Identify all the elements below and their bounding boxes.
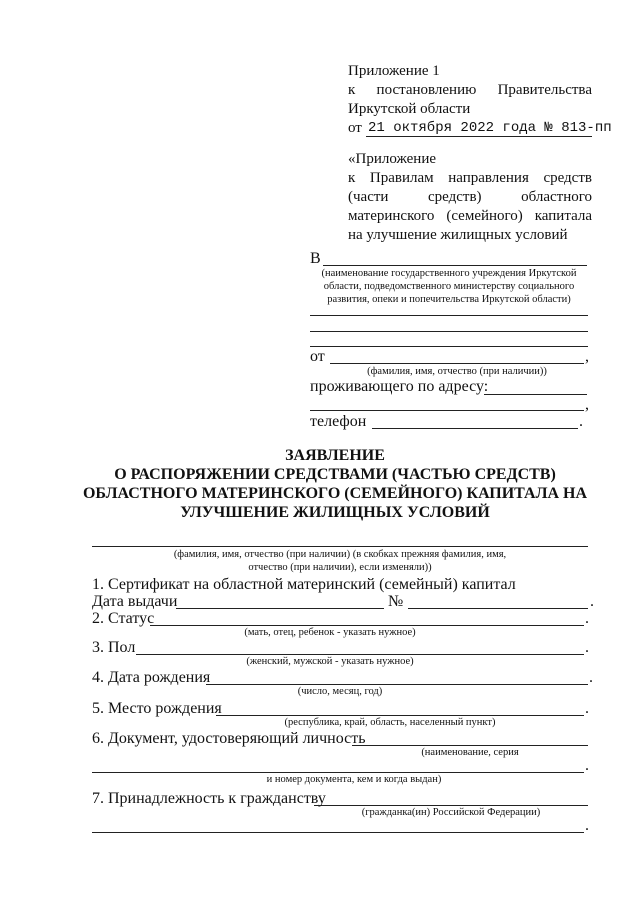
rules-line-4: на улучшение жилищных условий [348,227,568,243]
address-line-2[interactable] [310,410,584,411]
id-document-hint-2: и номер документа, кем и когда выдан) [266,774,442,785]
issue-date-line[interactable] [176,608,384,609]
title-line: ЗАЯВЛЕНИЕ [285,447,385,464]
decree-word: Правительства [497,82,592,98]
decree-line [348,81,592,100]
birth-date-hint: (число, месяц, год) [297,686,383,697]
appendix-open: «Приложение [348,151,437,167]
applicant-hint-line: отчество (при наличии), если изменяли)) [248,562,432,573]
sex-label: 3. Пол [92,639,136,656]
rules-word: к [348,170,356,186]
citizenship-label: 7. Принадлежность к гражданству [92,790,326,807]
region-line: Иркутской области [348,101,471,117]
phone-label: телефон [310,413,367,430]
addressee-v: В [310,250,321,267]
from-fio-line[interactable] [330,363,584,364]
decree-word: постановлению [376,82,477,98]
addressee-blank-line[interactable] [310,346,588,347]
addressee-blank-line[interactable] [310,315,588,316]
applicant-hint [92,548,588,574]
certificate-number-line[interactable] [408,608,588,609]
date-underline [366,136,592,137]
decree-date: 21 октября 2022 года № 813-пп [368,120,612,136]
addressee-blank-line[interactable] [310,331,588,332]
addressee-hint [310,267,588,306]
dot: . [585,639,589,656]
rules-word: (части [348,189,389,205]
addressee-line[interactable] [323,265,587,266]
number-sign: № [388,593,404,610]
addressee-hint-line: области, подведомственного министерству социального [323,281,575,292]
status-label: 2. Статус [92,610,155,627]
rules-word: направления [448,170,529,186]
from-label: от [310,348,325,365]
citizenship-line-2[interactable] [92,832,584,833]
sex-hint: (женский, мужской - указать нужное) [246,656,414,667]
appendix-number: Приложение 1 [348,63,440,79]
status-hint: (мать, отец, ребенок - указать нужное) [244,627,416,638]
title-line: О РАСПОРЯЖЕНИИ СРЕДСТВАМИ (ЧАСТЬЮ СРЕДСТВ) [114,466,556,483]
dot: . [585,700,589,717]
rules-word: средств) [427,189,482,205]
dot: . [589,669,593,686]
rules-word: (семейного) [446,208,523,224]
date-prefix: от [348,120,362,136]
applicant-name-line[interactable] [92,546,588,547]
document-title [60,446,610,522]
rules-word: областного [521,189,592,205]
rules-line-1 [348,169,592,188]
dot: . [590,593,594,610]
birth-place-hint: (республика, край, область, населенный пункт) [284,717,496,728]
comma: , [585,396,589,413]
comma: , [585,348,589,365]
address-line[interactable] [484,394,587,395]
birth-place-label: 5. Место рождения [92,700,222,717]
dot: . [579,413,583,430]
citizenship-hint: (гражданка(ин) Российской Федерации) [361,807,541,818]
rules-word: средств [543,170,592,186]
rules-line-2 [348,188,592,207]
from-fio-hint: (фамилия, имя, отчество (при наличии)) [367,366,547,377]
addressee-hint-line: развития, опеки и попечительства Иркутской области) [327,294,571,305]
id-document-hint-1: (наименование, серия [421,747,519,758]
phone-line[interactable] [372,428,578,429]
birth-date-label: 4. Дата рождения [92,669,211,686]
rules-word: материнского [348,208,435,224]
title-line: УЛУЧШЕНИЕ ЖИЛИЩНЫХ УСЛОВИЙ [180,504,490,521]
address-label: проживающего по адресу: [310,378,489,395]
rules-line-3 [348,207,592,226]
title-line: ОБЛАСТНОГО МАТЕРИНСКОГО (СЕМЕЙНОГО) КАПИТАЛА НА [82,485,588,502]
dot: . [585,817,589,834]
addressee-hint-line: (наименование государственного учреждения Иркутской [321,268,577,279]
id-document-label: 6. Документ, удостоверяющий личность [92,730,366,747]
rules-word: капитала [534,208,592,224]
certificate-label: 1. Сертификат на областной материнский (семейный) капитал [92,576,516,593]
dot: . [585,757,589,774]
issue-date-label: Дата выдачи [92,593,178,610]
applicant-hint-line: (фамилия, имя, отчество (при наличии) (в скобках прежняя фамилия, имя, [173,549,507,560]
dot: . [585,610,589,627]
decree-word: к [348,82,356,98]
rules-word: Правилам [369,170,434,186]
